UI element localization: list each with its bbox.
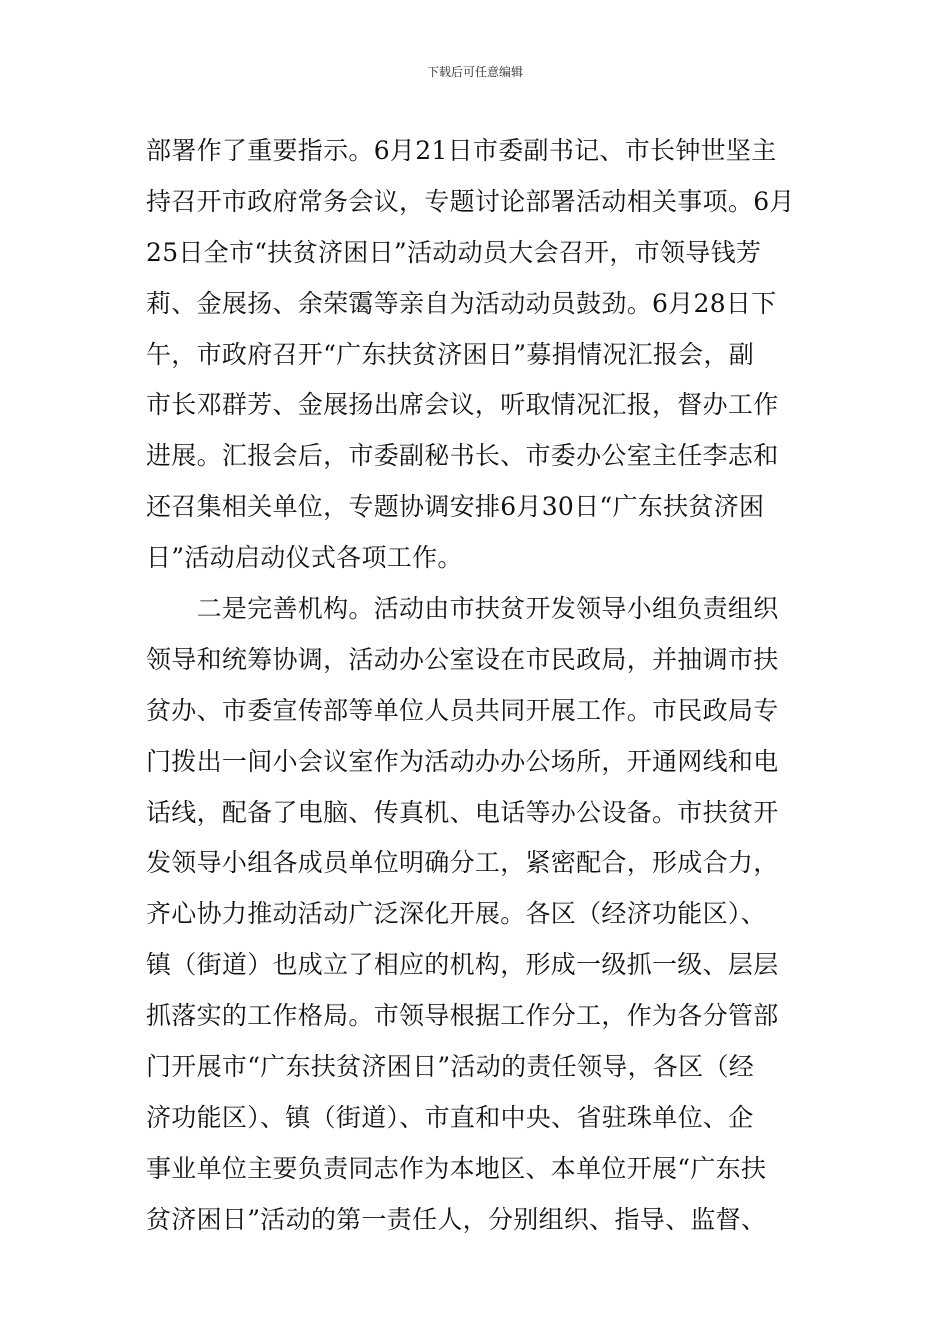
text-line: 午，市政府召开“广东扶贫济困日”募捐情况汇报会，副 <box>146 339 755 369</box>
text-line: 事业单位主要负责同志作为本地区、本单位开展“广东扶 <box>146 1153 767 1183</box>
text-line: 日”活动启动仪式各项工作。 <box>146 543 463 573</box>
text-line: 发领导小组各成员单位明确分工，紧密配合，形成合力， <box>146 848 779 878</box>
text-line: 领导和统筹协调，活动办公室设在市民政局，并抽调市扶 <box>146 644 779 674</box>
text-line: 贫办、市委宣传部等单位人员共同开展工作。市民政局专 <box>146 695 779 725</box>
text-line: 济功能区）、镇（街道）、市直和中央、省驻珠单位、企 <box>146 1102 754 1132</box>
text-line: 话线，配备了电脑、传真机、电话等办公设备。市扶贫开 <box>146 797 779 827</box>
text-line: 部署作了重要指示。6月21日市委副书记、市长钟世坚主 <box>146 136 777 165</box>
text-line: 贫济困日”活动的第一责任人，分别组织、指导、监督、 <box>146 1204 767 1234</box>
text-line: 持召开市政府常务会议，专题讨论部署活动相关事项。6月 <box>146 186 795 216</box>
text-line: 齐心协力推动活动广泛深化开展。各区（经济功能区）、 <box>146 899 767 929</box>
page-header-note: 下载后可任意编辑 <box>426 65 523 79</box>
document-body <box>146 126 806 1246</box>
text-line: 25日全市“扶贫济困日”活动动员大会召开，市领导钱芳 <box>146 237 762 267</box>
text-line: 还召集相关单位，专题协调安排6月30日“广东扶贫济困 <box>146 492 765 522</box>
text-line: 门开展市“广东扶贫济困日”活动的责任领导，各区（经 <box>146 1052 755 1082</box>
text-line: 进展。汇报会后，市委副秘书长、市委办公室主任李志和 <box>146 441 779 471</box>
text-line: 市长邓群芳、金展扬出席会议，听取情况汇报，督办工作 <box>146 390 779 420</box>
text-line: 抓落实的工作格局。市领导根据工作分工，作为各分管部 <box>146 1001 779 1031</box>
text-line: 莉、金展扬、余荣霭等亲自为活动动员鼓劲。6月28日下 <box>146 288 777 318</box>
text-line: 门拨出一间小会议室作为活动办办公场所，开通网线和电 <box>146 746 779 776</box>
text-line: 镇（街道）也成立了相应的机构，形成一级抓一级、层层 <box>146 950 779 980</box>
text-line: 二是完善机构。活动由市扶贫开发领导小组负责组织 <box>146 594 779 624</box>
